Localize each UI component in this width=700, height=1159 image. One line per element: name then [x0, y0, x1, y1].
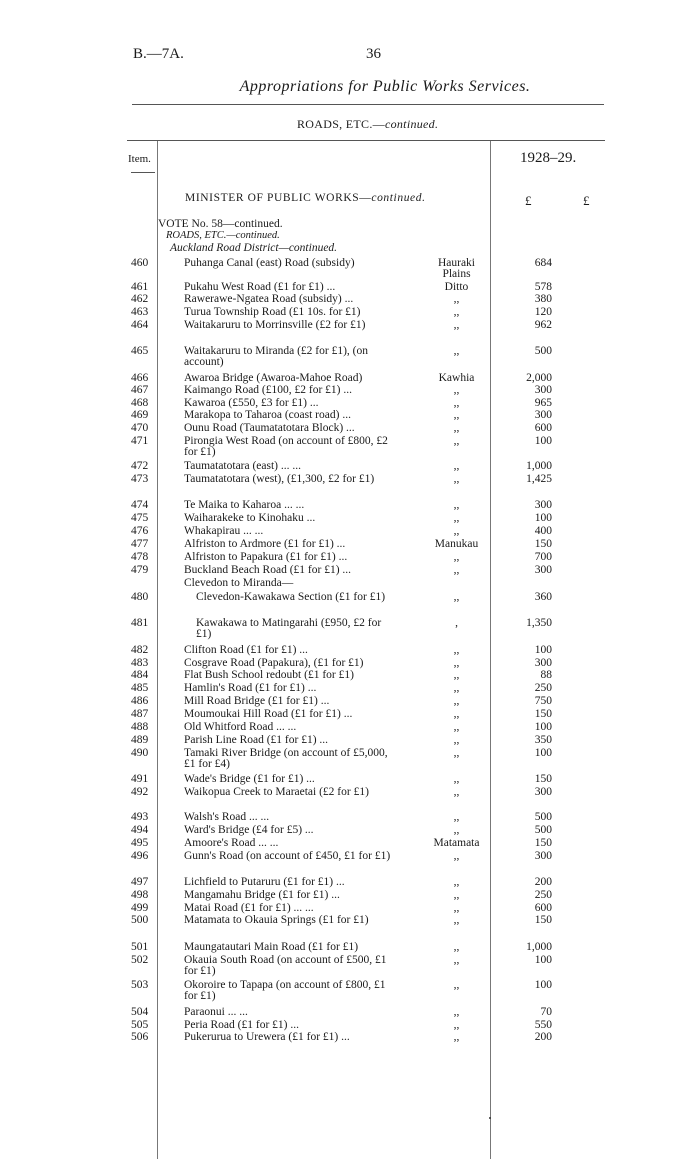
district-name: ,,: [453, 941, 460, 953]
district-name: ,,: [453, 384, 460, 396]
amount-value: 100: [534, 979, 552, 991]
amount-value: 578: [534, 281, 552, 293]
district-name: ,,: [453, 914, 460, 926]
item-description: Okauia South Road (on account of £500, £1 for £1): [184, 954, 387, 977]
item-description: Clevedon to Miranda—: [184, 577, 294, 589]
item-number: 501: [131, 941, 149, 953]
district-name: ,,: [453, 721, 460, 733]
item-description: Waitakaruru to Miranda (£2 for £1), (on account): [184, 345, 368, 368]
item-description: Matamata to Okauia Springs (£1 for £1): [184, 914, 369, 926]
item-description: Turua Township Road (£1 10s. for £1): [184, 306, 361, 318]
item-description: Paraonui ... ...: [184, 1006, 248, 1018]
amount-value: 500: [534, 824, 552, 836]
item-description: Marakopa to Taharoa (coast road) ...: [184, 409, 351, 421]
amount-value: 300: [534, 409, 552, 421]
item-description: Parish Line Road (£1 for £1) ...: [184, 734, 329, 746]
amount-value: 2,000: [526, 372, 552, 384]
item-number: 478: [131, 551, 149, 563]
stray-dot: [489, 1117, 491, 1119]
item-description: Okoroire to Tapapa (on account of £800, £1 for £1): [184, 979, 386, 1002]
item-number: 467: [131, 384, 149, 396]
top-rule: [132, 104, 604, 105]
page-ref: B.—7A.: [133, 46, 184, 62]
item-description: Taumatatotara (east) ... ...: [184, 460, 302, 472]
amount-value: 300: [534, 657, 552, 669]
amount-value: 200: [534, 876, 552, 888]
amount-value: 600: [534, 422, 552, 434]
item-description: Lichfield to Putaruru (£1 for £1) ...: [184, 876, 345, 888]
amount-value: 150: [534, 837, 552, 849]
district-name: ,,: [453, 435, 460, 447]
item-number: 470: [131, 422, 149, 434]
amount-value: 250: [534, 889, 552, 901]
item-description: Whakapirau ... ...: [184, 525, 264, 537]
item-number: 504: [131, 1006, 149, 1018]
amount-value: 1,000: [526, 460, 552, 472]
amount-value: 300: [534, 564, 552, 576]
item-description: Gunn's Road (on account of £450, £1 for £1): [184, 850, 391, 862]
item-number: 469: [131, 409, 149, 421]
item-number: 491: [131, 773, 149, 785]
item-description: Amoore's Road ... ...: [184, 837, 279, 849]
amount-value: 550: [534, 1019, 552, 1031]
district-name: ,,: [453, 499, 460, 511]
item-description: Te Maika to Kaharoa ... ...: [184, 499, 305, 511]
item-description: Clevedon-Kawakawa Section (£1 for £1): [196, 591, 386, 603]
amount-value: 300: [534, 850, 552, 862]
district-name: ,,: [453, 682, 460, 694]
amount-value: 70: [540, 1006, 552, 1018]
item-number: 498: [131, 889, 149, 901]
district-name: ,,: [453, 979, 460, 991]
item-description: Puhanga Canal (east) Road (subsidy): [184, 257, 355, 269]
item-description: Old Whitford Road ... ...: [184, 721, 297, 733]
item-description: Pukahu West Road (£1 for £1) ...: [184, 281, 336, 293]
amount-value: 100: [534, 435, 552, 447]
section-subtitle: ROADS, ETC.—continued.: [297, 117, 439, 131]
district-name: ,,: [453, 889, 460, 901]
amount-value: 750: [534, 695, 552, 707]
amount-value: 500: [534, 345, 552, 357]
item-number: 481: [131, 617, 149, 629]
district-name: ,,: [453, 786, 460, 798]
year-header: 1928–29.: [520, 150, 577, 166]
item-description: Matai Road (£1 for £1) ... ...: [184, 902, 314, 914]
district-name: ,,: [453, 657, 460, 669]
item-number: 480: [131, 591, 149, 603]
item-number: 495: [131, 837, 149, 849]
item-number: 476: [131, 525, 149, 537]
district-name: ,,: [453, 850, 460, 862]
item-number: 468: [131, 397, 149, 409]
amount-value: 962: [534, 319, 552, 331]
item-description: Moumoukai Hill Road (£1 for £1) ...: [184, 708, 353, 720]
item-description: Maungatautari Main Road (£1 for £1): [184, 941, 359, 953]
amount-value: 500: [534, 811, 552, 823]
amount-value: 350: [534, 734, 552, 746]
district-name: ,,: [453, 669, 460, 681]
item-number: 484: [131, 669, 149, 681]
district-name: ,,: [453, 525, 460, 537]
district-name: ,,: [453, 306, 460, 318]
district-name: Manukau: [434, 538, 479, 550]
item-description: Walsh's Road ... ...: [184, 811, 270, 823]
header-rule: [127, 140, 605, 141]
item-description: Kaimango Road (£100, £2 for £1) ...: [184, 384, 352, 396]
district-name: Matamata: [433, 837, 480, 849]
item-description: Peria Road (£1 for £1) ...: [184, 1019, 299, 1031]
amount-value: 1,350: [526, 617, 552, 629]
district-name: ,,: [453, 460, 460, 472]
item-number: 505: [131, 1019, 149, 1031]
item-description: Hamlin's Road (£1 for £1) ...: [184, 682, 317, 694]
amount-value: 100: [534, 747, 552, 759]
item-description: Kawaroa (£550, £3 for £1) ...: [184, 397, 319, 409]
item-description: Ounu Road (Taumatatotara Block) ...: [184, 422, 355, 434]
item-description: Rawerawe-Ngatea Road (subsidy) ...: [184, 293, 354, 305]
item-column-rule: [157, 141, 158, 1159]
item-number: 488: [131, 721, 149, 733]
item-description: Taumatatotara (west), (£1,300, £2 for £1): [184, 473, 375, 485]
amount-value: 300: [534, 499, 552, 511]
district-name: Ditto: [444, 281, 469, 293]
amount-value: 100: [534, 721, 552, 733]
item-number: 497: [131, 876, 149, 888]
item-description: Waitakaruru to Morrinsville (£2 for £1): [184, 319, 366, 331]
item-number: 463: [131, 306, 149, 318]
district-name: ,,: [453, 293, 460, 305]
item-description: Ward's Bridge (£4 for £5) ...: [184, 824, 314, 836]
item-number: 506: [131, 1031, 149, 1043]
amount-value: 88: [540, 669, 552, 681]
item-number: 493: [131, 811, 149, 823]
district-name: ,,: [453, 824, 460, 836]
item-number: 492: [131, 786, 149, 798]
district-name: ,,: [453, 473, 460, 485]
item-description: Wade's Bridge (£1 for £1) ...: [184, 773, 315, 785]
currency-label-1: £: [525, 193, 532, 208]
amount-value: 1,000: [526, 941, 552, 953]
item-column-header: Item.: [128, 153, 151, 165]
amount-value: 300: [534, 786, 552, 798]
item-description: Kawakawa to Matingarahi (£950, £2 for £1): [196, 617, 382, 640]
item-number: 461: [131, 281, 149, 293]
amount-value: 300: [534, 384, 552, 396]
item-number: 494: [131, 824, 149, 836]
item-number: 502: [131, 954, 149, 966]
item-number: 486: [131, 695, 149, 707]
currency-label-2: £: [583, 193, 590, 208]
amount-value: 360: [534, 591, 552, 603]
district-name: ,,: [453, 644, 460, 656]
item-description: Alfriston to Ardmore (£1 for £1) ...: [184, 538, 346, 550]
district-name: ,,: [453, 397, 460, 409]
district-name: ,,: [453, 734, 460, 746]
item-description: Awaroa Bridge (Awaroa-Mahoe Road): [184, 372, 363, 384]
page-title: Appropriations for Public Works Services.: [239, 78, 531, 95]
district-name: ,,: [453, 773, 460, 785]
item-number: 460: [131, 257, 149, 269]
district-name: ,,: [453, 954, 460, 966]
amount-value: 700: [534, 551, 552, 563]
amount-value: 400: [534, 525, 552, 537]
district-name: ,,: [453, 876, 460, 888]
amount-value: 100: [534, 954, 552, 966]
item-number: 496: [131, 850, 149, 862]
district-name: ,,: [453, 409, 460, 421]
item-number: 500: [131, 914, 149, 926]
amount-value: 684: [534, 257, 552, 269]
amount-value: 100: [534, 512, 552, 524]
district-name: Hauraki Plains: [437, 257, 476, 280]
item-number: 477: [131, 538, 149, 550]
district-name: ,,: [453, 345, 460, 357]
item-description: Pukerurua to Urewera (£1 for £1) ...: [184, 1031, 350, 1043]
amount-value: 150: [534, 708, 552, 720]
item-header-underline: [131, 172, 155, 173]
item-description: Clifton Road (£1 for £1) ...: [184, 644, 308, 656]
vote-heading: VOTE No. 58—continued.: [158, 218, 283, 230]
amount-value: 250: [534, 682, 552, 694]
district-name: ,,: [453, 591, 460, 603]
item-number: 475: [131, 512, 149, 524]
amount-value: 380: [534, 293, 552, 305]
item-number: 479: [131, 564, 149, 576]
item-description: Waiharakeke to Kinohaku ...: [184, 512, 316, 524]
item-number: 485: [131, 682, 149, 694]
minister-heading: MINISTER OF PUBLIC WORKS—continued.: [185, 192, 426, 204]
item-description: Mill Road Bridge (£1 for £1) ...: [184, 695, 330, 707]
amount-value: 150: [534, 914, 552, 926]
item-description: Cosgrave Road (Papakura), (£1 for £1): [184, 657, 364, 669]
district-name: Kawhia: [438, 372, 475, 384]
district-name: ,,: [453, 1019, 460, 1031]
item-number: 503: [131, 979, 149, 991]
item-description: Alfriston to Papakura (£1 for £1) ...: [184, 551, 348, 563]
district-heading: Auckland Road District—continued.: [170, 242, 338, 254]
district-name: ,: [455, 617, 458, 629]
item-number: 483: [131, 657, 149, 669]
item-number: 487: [131, 708, 149, 720]
district-name: ,,: [453, 1031, 460, 1043]
item-number: 466: [131, 372, 149, 384]
item-description: Buckland Beach Road (£1 for £1) ...: [184, 564, 352, 576]
district-name: ,,: [453, 695, 460, 707]
item-description: Waikopua Creek to Maraetai (£2 for £1): [184, 786, 369, 798]
amount-value: 150: [534, 773, 552, 785]
amount-value: 120: [534, 306, 552, 318]
district-name: ,,: [453, 811, 460, 823]
district-name: ,,: [453, 1006, 460, 1018]
amount-value: 150: [534, 538, 552, 550]
district-name: ,,: [453, 902, 460, 914]
amount-value: 1,425: [526, 473, 552, 485]
district-name: ,,: [453, 564, 460, 576]
item-number: 462: [131, 293, 149, 305]
item-number: 499: [131, 902, 149, 914]
amount-value: 600: [534, 902, 552, 914]
amount-value: 965: [534, 397, 552, 409]
amount-value: 100: [534, 644, 552, 656]
page-number: 36: [366, 46, 381, 62]
item-number: 472: [131, 460, 149, 472]
item-number: 464: [131, 319, 149, 331]
district-name: ,,: [453, 708, 460, 720]
item-description: Tamaki River Bridge (on account of £5,000, £1 for £4): [184, 747, 388, 770]
item-number: 465: [131, 345, 149, 357]
district-name: ,,: [453, 319, 460, 331]
district-name: ,,: [453, 422, 460, 434]
item-number: 474: [131, 499, 149, 511]
item-number: 471: [131, 435, 149, 447]
roads-heading: ROADS, ETC.—continued.: [166, 230, 280, 241]
amount-column-rule: [490, 141, 491, 1159]
item-number: 490: [131, 747, 149, 759]
item-number: 473: [131, 473, 149, 485]
district-name: ,,: [453, 551, 460, 563]
item-description: Mangamahu Bridge (£1 for £1) ...: [184, 889, 340, 901]
item-description: Flat Bush School redoubt (£1 for £1): [184, 669, 354, 681]
district-name: ,,: [453, 512, 460, 524]
item-description: Pirongia West Road (on account of £800, £2 for £1): [184, 435, 388, 458]
district-name: ,,: [453, 747, 460, 759]
item-number: 482: [131, 644, 149, 656]
amount-value: 200: [534, 1031, 552, 1043]
item-number: 489: [131, 734, 149, 746]
